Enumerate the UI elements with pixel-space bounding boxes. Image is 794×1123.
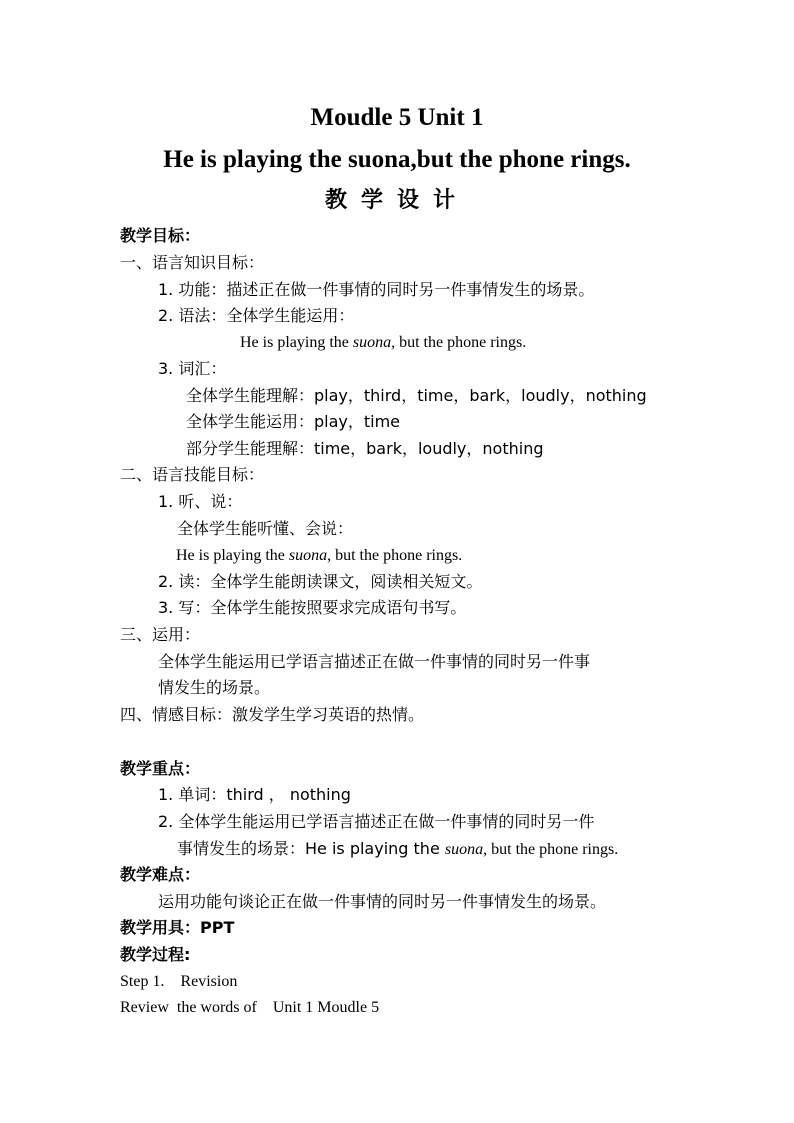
vocab-understand-all: 全体学生能理解：play，third，time，bark，loudly，nothing — [186, 386, 647, 405]
key-point-sentence-cont — [177, 839, 618, 860]
process-heading: 教学过程: — [120, 945, 191, 964]
listening-sentence-start: He is playing the — [176, 547, 289, 564]
step1-title: Step 1. Revision — [120, 973, 238, 990]
difficulty-text: 运用功能句谈论正在做一件事情的同时另一件事情发生的场景。 — [158, 892, 607, 911]
doc-title-line1: Moudle 5 Unit 1 — [310, 104, 484, 131]
writing-item: 3. 写：全体学生能按照要求完成语句书写。 — [158, 598, 467, 617]
grammar-sentence-end: , but the phone rings. — [391, 334, 527, 351]
application-heading: 三、运用： — [120, 625, 201, 644]
listening-sentence-italic: suona — [288, 547, 328, 564]
key-points-heading: 教学重点： — [120, 759, 201, 778]
grammar-example-sentence — [240, 333, 526, 353]
listening-speaking-item: 1. 听、说： — [158, 492, 243, 511]
language-knowledge-heading: 一、语言知识目标： — [120, 253, 265, 272]
key-point-words: 1. 单词：third ， nothing — [158, 785, 351, 804]
vocabulary-item: 3. 词汇： — [158, 359, 227, 378]
reading-item: 2. 读：全体学生能朗读课文，阅读相关短文。 — [158, 572, 483, 591]
doc-title-line2: He is playing the suona,but the phone rings. — [163, 146, 631, 173]
application-text-line1: 全体学生能运用已学语言描述正在做一件事情的同时另一件事 — [158, 652, 591, 671]
key-point-sentence: 2. 全体学生能运用已学语言描述正在做一件事情的同时另一件 — [158, 812, 595, 831]
step1-text: Review the words of Unit 1 Moudle 5 — [120, 999, 380, 1016]
key-point-cont-end: , but the phone rings. — [483, 841, 619, 858]
listening-sentence-end: , but the phone rings. — [327, 547, 463, 564]
vocab-use-all: 全体学生能运用：play，time — [186, 412, 401, 431]
key-point-cont-italic: suona — [444, 841, 484, 858]
application-text-line2: 情发生的场景。 — [158, 678, 271, 697]
objectives-heading: 教学目标： — [120, 226, 201, 245]
grammar-sentence-start: He is playing the — [240, 334, 353, 351]
teaching-tools: 教学用具：PPT — [120, 918, 235, 937]
listening-example-sentence — [176, 546, 462, 566]
difficulty-heading: 教学难点： — [120, 865, 201, 884]
emotion-goal: 四、情感目标：激发学生学习英语的热情。 — [120, 705, 425, 724]
grammar-sentence-italic: suona — [352, 334, 392, 351]
function-item: 1. 功能：描述正在做一件事情的同时另一件事情发生的场景。 — [158, 280, 595, 299]
language-skills-heading: 二、语言技能目标： — [120, 465, 265, 484]
vocab-understand-some: 部分学生能理解：time，bark，loudly，nothing — [186, 439, 544, 458]
grammar-item: 2. 语法：全体学生能运用： — [158, 306, 355, 325]
listening-speaking-detail: 全体学生能听懂、会说： — [177, 519, 354, 538]
key-point-cont-start: 事情发生的场景：He is playing the — [177, 839, 445, 858]
doc-title-line3: 教学设计 — [324, 188, 469, 213]
